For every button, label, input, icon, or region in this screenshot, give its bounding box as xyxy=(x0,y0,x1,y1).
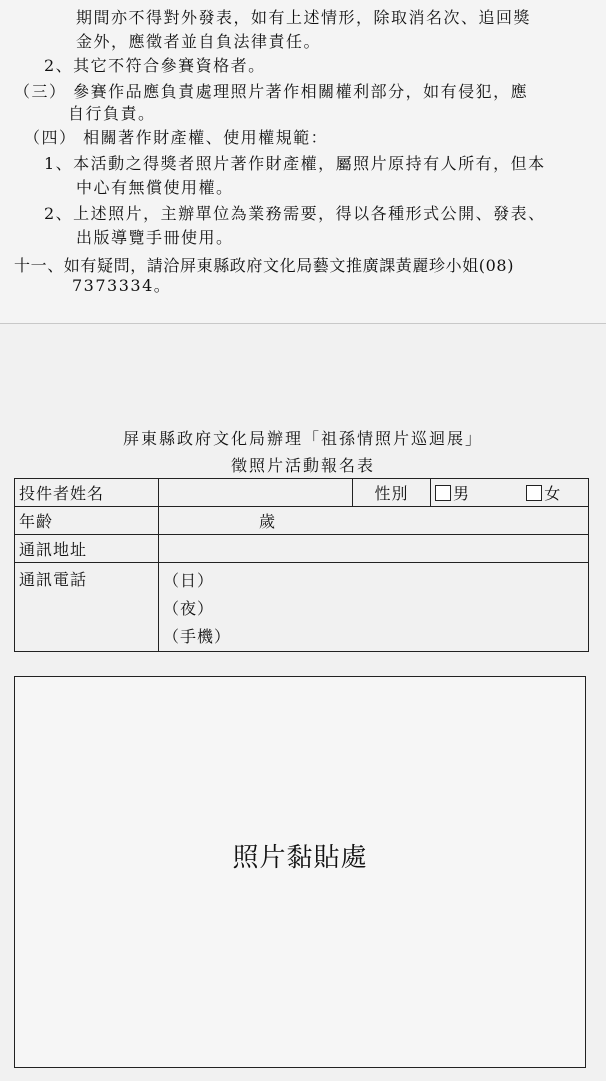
phone-field[interactable] xyxy=(159,563,589,652)
photo-paste-label: 照片黏貼處 xyxy=(232,843,368,873)
male-label: 男 xyxy=(453,484,471,503)
rules-line: 1、本活動之得獎者照片著作財產權，屬照片原持有人所有，但本 xyxy=(44,154,546,173)
rules-line: （四） 相關著作財產權、使用權規範： xyxy=(24,128,329,147)
rules-section xyxy=(0,0,606,324)
rules-line: 自行負責。 xyxy=(68,104,156,123)
female-checkbox[interactable] xyxy=(526,485,542,501)
age-label: 年齡 xyxy=(15,507,159,535)
female-label: 女 xyxy=(544,484,562,503)
rules-line: （三） 參賽作品應負責處理照片著作相關權利部分，如有侵犯，應 xyxy=(14,82,529,101)
form-subtitle: 徵照片活動報名表 xyxy=(230,456,375,475)
gender-label: 性別 xyxy=(353,479,431,507)
age-unit: 歲 xyxy=(259,512,277,531)
phone-night: （夜） xyxy=(163,599,215,618)
gender-options xyxy=(431,479,589,507)
rules-line: 中心有無償使用權。 xyxy=(76,178,234,197)
rules-line: 十一、如有疑問，請洽屏東縣政府文化局藝文推廣課黃麗珍小姐(08) xyxy=(14,256,515,275)
phone-day: （日） xyxy=(163,571,215,590)
photo-paste-area xyxy=(14,676,586,1068)
rules-line: 出版導覽手冊使用。 xyxy=(76,228,234,247)
name-label: 投件者姓名 xyxy=(15,479,159,507)
phone-mobile: （手機） xyxy=(163,627,232,646)
rules-line: 金外，應徵者並自負法律責任。 xyxy=(76,32,322,51)
rules-line: 期間亦不得對外發表，如有上述情形，除取消名次、追回獎 xyxy=(76,8,532,27)
rules-line: 2、上述照片，主辦單位為業務需要，得以各種形式公開、發表、 xyxy=(44,204,546,223)
address-label: 通訊地址 xyxy=(15,535,159,563)
name-field[interactable] xyxy=(159,479,353,507)
phone-label: 通訊電話 xyxy=(15,563,159,652)
rules-line: 2、其它不符合參賽資格者。 xyxy=(44,56,266,75)
male-checkbox[interactable] xyxy=(435,485,451,501)
form-title: 屏東縣政府文化局辦理「祖孫情照片巡迴展」 xyxy=(122,429,483,448)
age-field[interactable] xyxy=(159,507,589,535)
rules-line: 7373334。 xyxy=(72,276,172,295)
registration-form xyxy=(14,478,589,652)
address-field[interactable] xyxy=(159,535,589,563)
